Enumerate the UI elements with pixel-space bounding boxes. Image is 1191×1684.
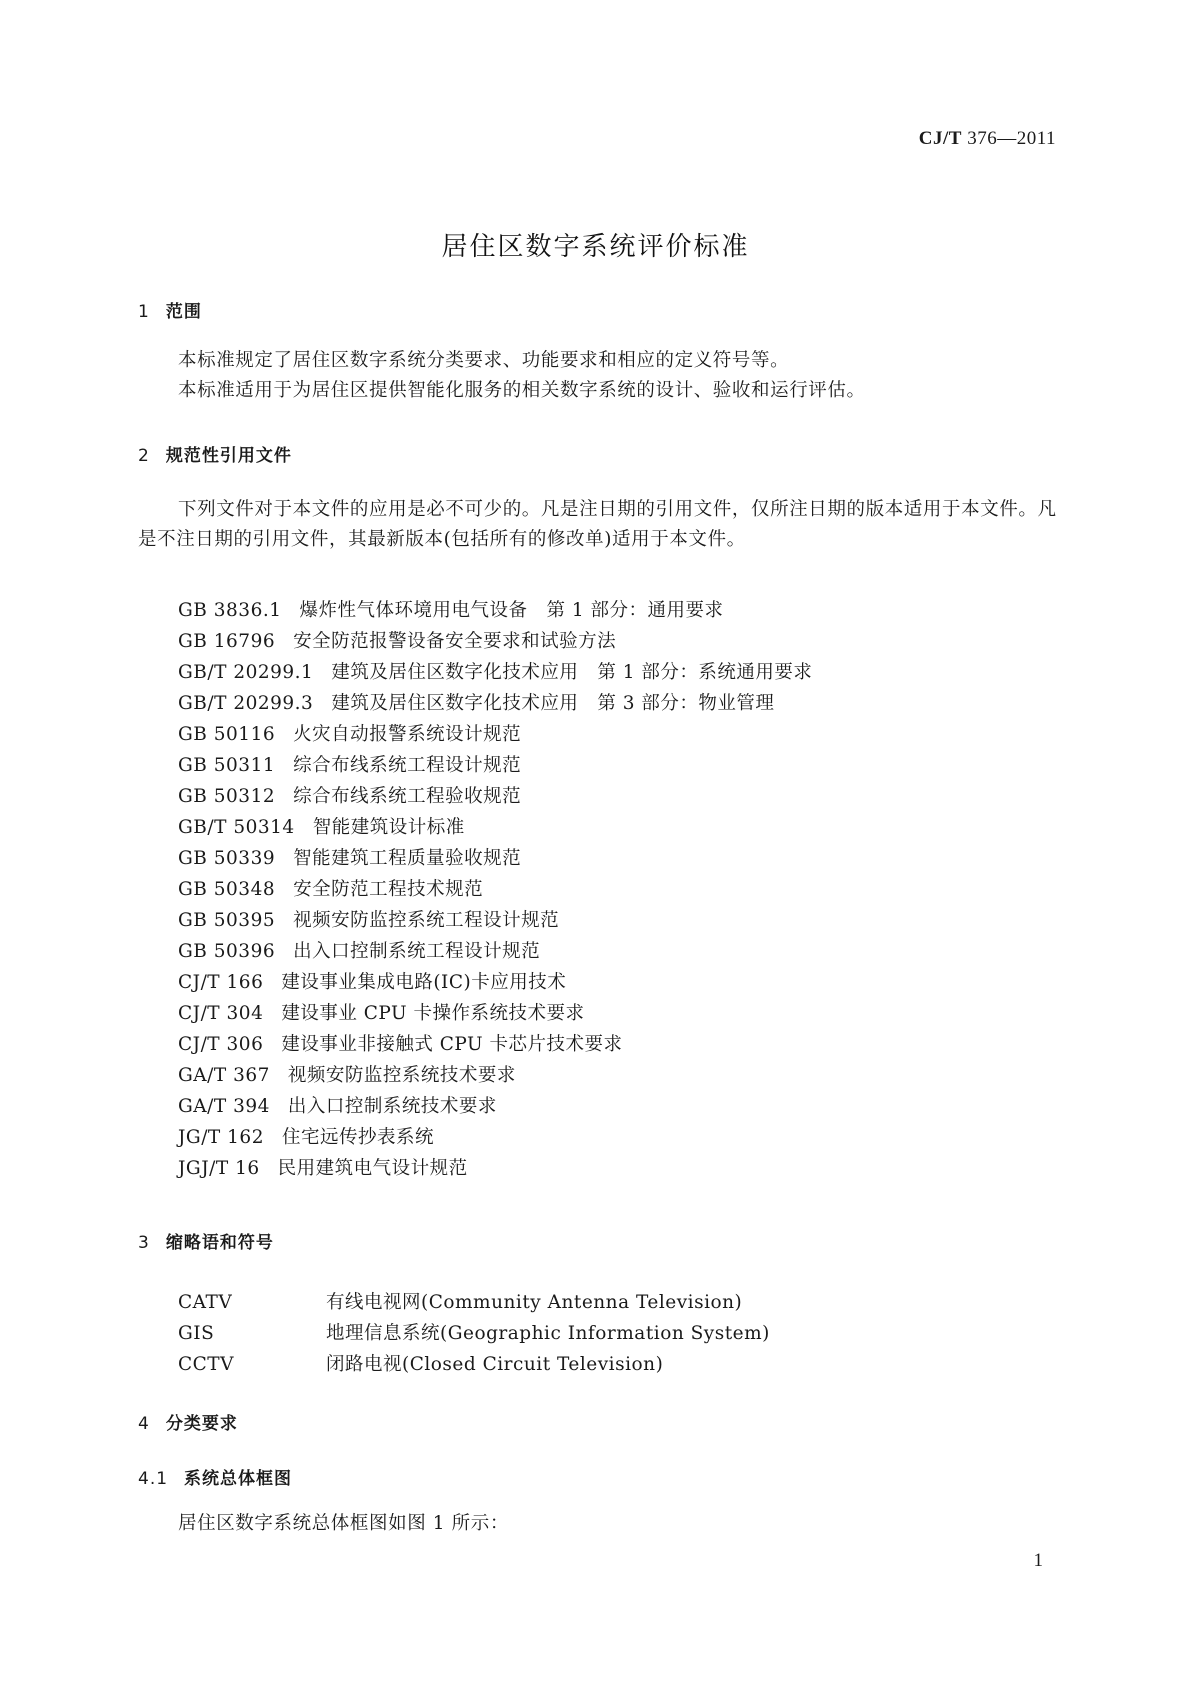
section-number: 1: [138, 302, 150, 322]
abbreviation-row: [178, 1288, 770, 1319]
reference-item: [178, 937, 812, 968]
section-2-heading: [138, 441, 292, 466]
reference-title: 爆炸性气体环境用电气设备 第 1 部分：通用要求: [299, 600, 724, 621]
reference-code: JG/T 162: [178, 1127, 264, 1148]
reference-code: GB 50312: [178, 786, 276, 807]
reference-code: GB/T 50314: [178, 817, 295, 838]
reference-item: [178, 875, 812, 906]
abbreviation-list: [178, 1288, 770, 1381]
reference-item: [178, 1061, 812, 1092]
reference-code: GB 50311: [178, 755, 276, 776]
abbreviation-row: [178, 1350, 770, 1381]
section-title: 规范性引用文件: [165, 446, 292, 466]
reference-item: [178, 1030, 812, 1061]
reference-code: GB 50396: [178, 941, 276, 962]
reference-title: 建筑及居住区数字化技术应用 第 3 部分：物业管理: [331, 693, 775, 714]
abbreviation-meaning: 有线电视网(Community Antenna Television): [326, 1292, 743, 1313]
reference-code: GA/T 394: [178, 1096, 270, 1117]
abbreviation-term: CCTV: [178, 1354, 235, 1375]
reference-title: 建设事业集成电路(IC)卡应用技术: [281, 972, 567, 993]
reference-item: [178, 813, 812, 844]
reference-title: 民用建筑电气设计规范: [277, 1158, 468, 1179]
reference-code: GB 50339: [178, 848, 276, 869]
reference-title: 建设事业 CPU 卡操作系统技术要求: [281, 1003, 585, 1024]
reference-code: GB 50395: [178, 910, 276, 931]
reference-title: 视频安防监控系统技术要求: [287, 1065, 516, 1086]
reference-code: GA/T 367: [178, 1065, 270, 1086]
standard-code: [919, 128, 1056, 150]
reference-item: [178, 627, 812, 658]
section-3-heading: [138, 1228, 274, 1253]
section-title: 缩略语和符号: [165, 1233, 274, 1253]
abbreviation-meaning: 地理信息系统(Geographic Information System): [326, 1323, 770, 1344]
section-1-paragraph-1: 本标准规定了居住区数字系统分类要求、功能要求和相应的定义符号等。: [178, 350, 790, 371]
reference-item: [178, 782, 812, 813]
reference-code: GB 50348: [178, 879, 276, 900]
abbreviation-meaning: 闭路电视(Closed Circuit Television): [326, 1354, 664, 1375]
reference-item: [178, 906, 812, 937]
reference-item: [178, 968, 812, 999]
reference-list: [178, 596, 812, 1185]
section-title: 分类要求: [165, 1414, 238, 1434]
reference-title: 火灾自动报警系统设计规范: [293, 724, 522, 745]
document-title: 居住区数字系统评价标准: [441, 232, 750, 262]
reference-item: [178, 720, 812, 751]
section-1-paragraph-2: 本标准适用于为居住区提供智能化服务的相关数字系统的设计、验收和运行评估。: [178, 380, 866, 401]
reference-code: CJ/T 306: [178, 1034, 264, 1055]
abbreviation-row: [178, 1319, 770, 1350]
subsection-4-1-heading: [138, 1464, 292, 1489]
reference-title: 出入口控制系统工程设计规范: [293, 941, 541, 962]
reference-title: 建筑及居住区数字化技术应用 第 1 部分：系统通用要求: [331, 662, 813, 683]
section-1-heading: [138, 297, 202, 322]
reference-code: GB 16796: [178, 631, 276, 652]
section-title: 范围: [165, 302, 202, 322]
section-4-heading: [138, 1409, 238, 1434]
reference-title: 建设事业非接触式 CPU 卡芯片技术要求: [281, 1034, 623, 1055]
reference-item: [178, 751, 812, 782]
reference-title: 安全防范工程技术规范: [293, 879, 484, 900]
subsection-title: 系统总体框图: [184, 1469, 293, 1489]
section-number: 4: [138, 1414, 150, 1434]
subsection-number: 4.1: [138, 1469, 169, 1489]
reference-item: [178, 658, 812, 689]
reference-code: GB 3836.1: [178, 600, 282, 621]
reference-code: GB/T 20299.3: [178, 693, 314, 714]
abbreviation-term: CATV: [178, 1292, 233, 1313]
reference-code: JGJ/T 16: [178, 1158, 260, 1179]
reference-item: [178, 999, 812, 1030]
reference-code: GB 50116: [178, 724, 276, 745]
subsection-4-1-text: 居住区数字系统总体框图如图 1 所示：: [178, 1513, 509, 1534]
section-number: 3: [138, 1233, 150, 1253]
reference-title: 综合布线系统工程验收规范: [293, 786, 522, 807]
standard-code-number: 376—2011: [967, 128, 1056, 149]
reference-title: 视频安防监控系统工程设计规范: [293, 910, 560, 931]
reference-title: 智能建筑设计标准: [312, 817, 465, 838]
reference-title: 住宅远传抄表系统: [281, 1127, 434, 1148]
section-number: 2: [138, 446, 150, 466]
reference-title: 综合布线系统工程设计规范: [293, 755, 522, 776]
reference-title: 智能建筑工程质量验收规范: [293, 848, 522, 869]
section-2-intro: 下列文件对于本文件的应用是必不可少的。凡是注日期的引用文件，仅所注日期的版本适用于本文件。凡是不注日期的引用文件，其最新版本(包括所有的修改单)适用于本文件。: [138, 499, 1057, 550]
reference-code: CJ/T 166: [178, 972, 264, 993]
reference-code: GB/T 20299.1: [178, 662, 314, 683]
reference-title: 安全防范报警设备安全要求和试验方法: [293, 631, 617, 652]
reference-item: [178, 1123, 812, 1154]
reference-item: [178, 844, 812, 875]
page-number: 1: [1033, 1550, 1043, 1571]
reference-item: [178, 596, 812, 627]
reference-item: [178, 1154, 812, 1185]
reference-item: [178, 689, 812, 720]
reference-item: [178, 1092, 812, 1123]
abbreviation-term: GIS: [178, 1323, 215, 1344]
reference-title: 出入口控制系统技术要求: [287, 1096, 497, 1117]
standard-code-prefix: CJ/T: [918, 128, 962, 149]
reference-code: CJ/T 304: [178, 1003, 264, 1024]
